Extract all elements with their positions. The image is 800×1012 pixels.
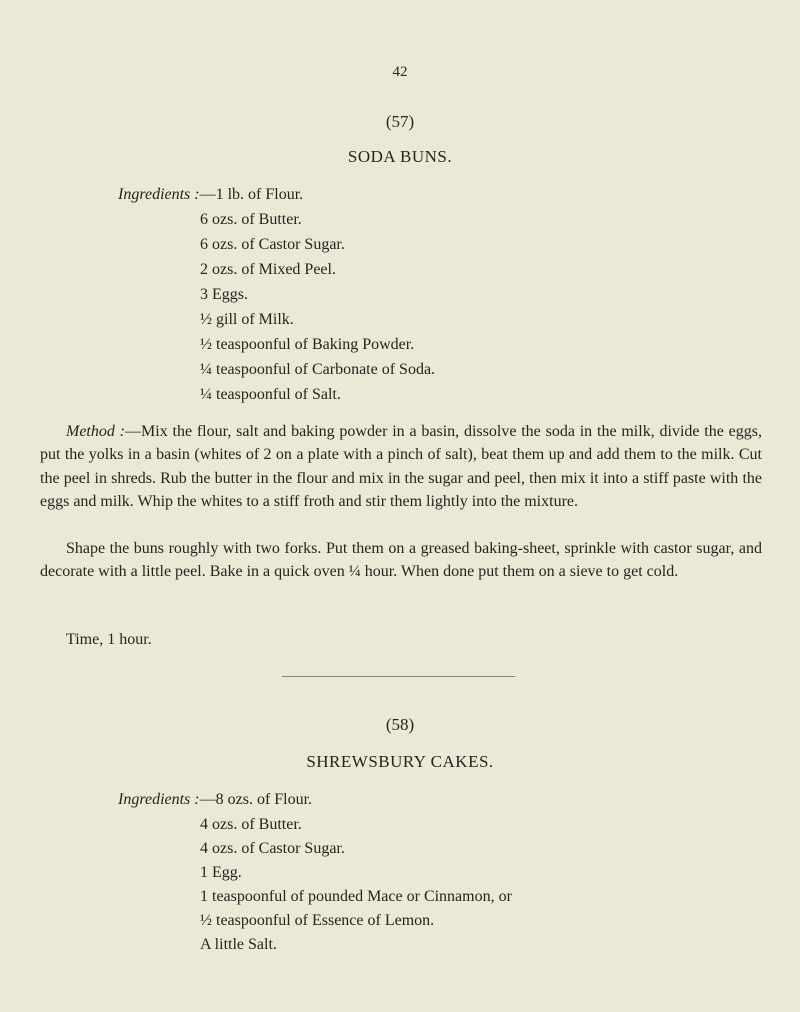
recipe-number: (58) [385,715,415,734]
ingredient: 4 ozs. of Butter. [200,816,302,833]
recipe-title: SODA BUNS. [347,147,453,166]
ingredient: 1 teaspoonful of pounded Mace or Cinnamon, or [200,888,512,905]
ingredient: 3 Eggs. [200,286,248,303]
ingredient: 6 ozs. of Butter. [200,211,302,228]
ingredients-line: Ingredients :—1 lb. of Flour. [118,186,304,203]
section-divider [282,676,515,677]
page-number: 42 [392,64,408,80]
method-label: Method : [66,423,126,440]
ingredient: 8 ozs. of Flour. [215,791,313,808]
ingredient: ½ teaspoonful of Essence of Lemon. [200,912,435,929]
recipe-number: (57) [385,112,415,131]
ingredient: ½ teaspoonful of Baking Powder. [200,336,415,353]
method-paragraph: Method :—Mix the flour, salt and baking powder in a basin, dissolve the soda in the milk, divide the eggs, put the yolks in a basin (whites of 2 on a plate with a pinch of salt), beat them up and add them to the milk. Cut the peel in shreds. Rub the butter in the flour and mix in the sugar and peel, then mix it into a stiff paste with the eggs and milk. Whip the whites to a stiff froth and stir them lightly into the mixture. [40,423,762,510]
ingredient: A little Salt. [200,936,277,953]
cooking-time: Time, 1 hour. [66,631,152,648]
method-text-2: Shape the buns roughly with two forks. Put them on a greased baking-sheet, sprinkle with castor sugar, and decorate with a little peel. Bake in a quick oven ¼ hour. When done put them on a sieve to get cold. [40,540,762,581]
method-paragraph-2 [40,537,762,584]
method-text: Mix the flour, salt and baking powder in a basin, dissolve the soda in the milk, divide the eggs, put the yolks in a basin (whites of 2 on a plate with a pinch of salt), beat them up and add them to the milk. Cut the peel in shreds. Rub the butter in the flour and mix in the sugar and peel, then mix it into a stiff paste with the eggs and milk. Whip the whites to a stiff froth and stir them lightly into the mixture. [40,423,762,510]
ingredient: 6 ozs. of Castor Sugar. [200,236,345,253]
ingredients-line: Ingredients :—8 ozs. of Flour. [118,791,313,808]
ingredient: 1 lb. of Flour. [215,186,304,203]
ingredients-label: Ingredients : [118,186,200,203]
ingredient: ¼ teaspoonful of Carbonate of Soda. [200,361,436,378]
ingredient: ½ gill of Milk. [200,311,294,328]
ingredient: 2 ozs. of Mixed Peel. [200,261,336,278]
ingredient: 4 ozs. of Castor Sugar. [200,840,345,857]
ingredient: 1 Egg. [200,864,242,881]
ingredients-label: Ingredients : [118,791,200,808]
recipe-title: SHREWSBURY CAKES. [306,752,494,771]
ingredient: ¼ teaspoonful of Salt. [200,386,341,403]
